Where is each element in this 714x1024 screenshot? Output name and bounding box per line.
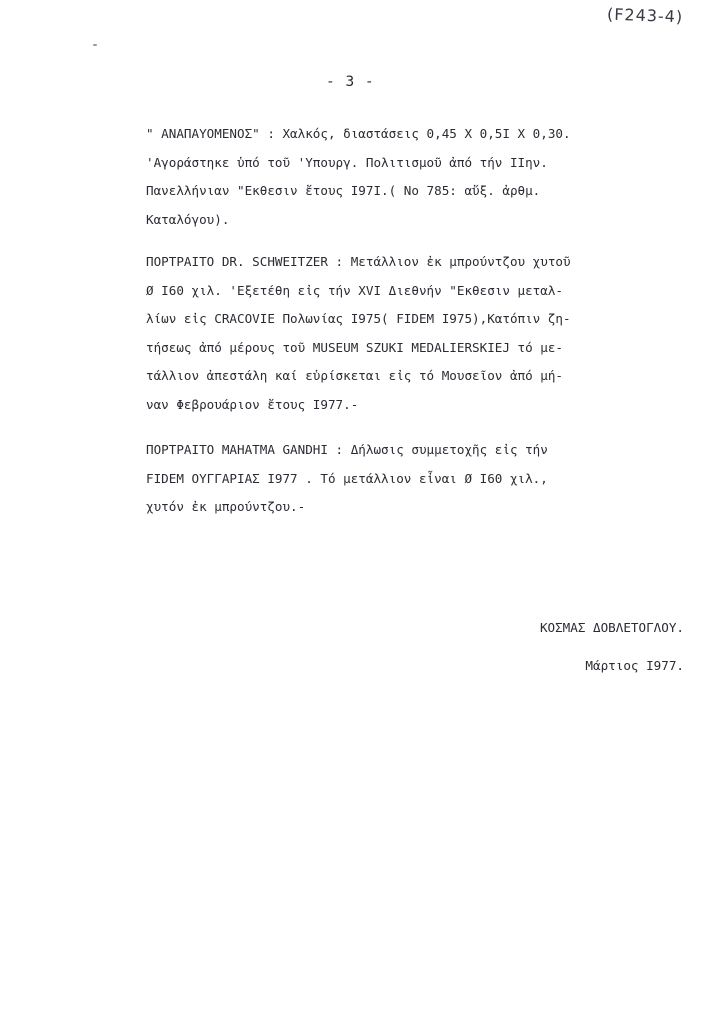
text-line: τάλλιον ἀπεστάλη καί εὑρίσκεται εἰς τό Μουσεῖον ἀπό μή- <box>146 368 564 383</box>
text-line: χυτόν ἐκ μπρούντζου.- <box>146 499 306 514</box>
text-line: Πανελλήνιαν "Εκθεσιν ἔτους I97I.( Νο 785: αὔξ. ἀρθμ. <box>146 183 541 198</box>
text-line: ΠΟΡΤΡΑΙΤΟ DR. SCHWEITZER : Μετάλλιον ἐκ μπρούντζου χυτοῦ <box>146 254 571 269</box>
page-number: - 3 - <box>326 74 375 90</box>
paper-speck <box>93 44 97 46</box>
text-line: FIDEM ΟΥΓΓΑΡΙΑΣ I977 . Τό μετάλλιον εἶναι Ø I60 χιλ., <box>146 470 548 486</box>
text-line: ναν Φεβρουάριον ἔτους I977.- <box>146 396 359 412</box>
paragraph-schweitzer <box>146 248 686 419</box>
paragraph-gandhi <box>146 436 686 522</box>
text-line: " ΑΝΑΠΑΥΟΜΕΝΟΣ" : Χαλκός, διαστάσεις 0,45 X 0,5I X 0,30. <box>146 126 571 141</box>
text-line: ΠΟΡΤΡΑΙΤΟ ΜΑΗΑΤΜΑ GANDHI : Δήλωσις συμμετοχῆς εἰς τήν <box>146 442 548 457</box>
text-line: 'Αγοράστηκε ὑπό τοῦ 'Υπουργ. Πολιτισμοῦ ἀπό τήν IIην. <box>146 154 548 170</box>
handwritten-reference-note: (F243-4) <box>606 4 684 27</box>
paragraph-anapauomenos <box>146 120 686 234</box>
text-line: Ø I60 χιλ. 'Εξετέθη εἰς τήν XVI Διεθνήν "Εκθεσιν μεταλ- <box>146 282 564 298</box>
signature-date: Μάρτιος I977. <box>585 658 684 673</box>
text-line: Καταλόγου). <box>146 211 230 227</box>
signature-name: ΚΟΣΜΑΣ ΔΟΒΛΕΤΟΓΛΟΥ. <box>539 620 684 635</box>
text-line: τήσεως ἀπό μέρους τοῦ MUSEUM SZUKI MEDALIERSKIEJ τό με- <box>146 339 564 355</box>
text-line: λίων εἰς CRACOVIE Πολωνίας I975( FIDEM I975),Κατόπιν ζη- <box>146 311 571 326</box>
